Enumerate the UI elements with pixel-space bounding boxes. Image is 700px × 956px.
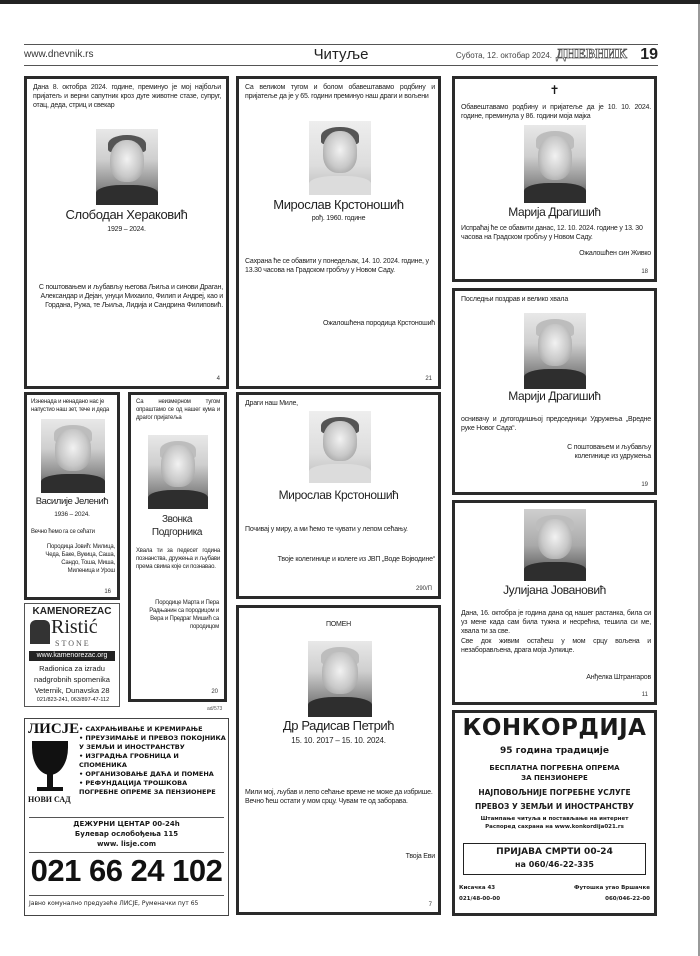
death-report-box [463, 843, 646, 875]
location-left: Кисачка 43 [459, 885, 496, 891]
notice-body: Почивај у миру, а ми ћемо те чувати у лепом сећању. [245, 526, 408, 533]
konkordija-tradition: 95 година традиције [499, 746, 609, 756]
notice-body: оснивачу и дугогодишњој председници Удружења „Вредне руке Новог Сада“. [461, 416, 651, 432]
obituary-dragisic-funeral [452, 76, 657, 282]
portrait-photo [524, 313, 586, 389]
notice-signature: Твоје колегинице и колеге из ЈВП „Воде Војводине“ [277, 556, 435, 563]
lisje-footer: Јавно комунално предузеће ЛИСЈЕ, Руменачки пут 65 [29, 900, 199, 907]
notice-code: 20 [211, 689, 218, 695]
report-title: ПРИЈАВА СМРТИ 00-24 [496, 847, 613, 857]
portrait-photo [148, 435, 208, 509]
notice-signature: Породица Јовић: Милица, Чеда, Баке, Вукица, Саша, Сандо, Тоша, Миша, Миленица и Урош [45, 544, 115, 574]
notice-body: Мили мој, љубав и лепо сећање време не може да избрише. Вечно ћеш остати у мом срцу. Чувам те од заборава. [245, 789, 433, 805]
notice-intro: Са неизмерном тугом опраштамо се од нашег кума и драгог пријатеља [136, 399, 220, 421]
location-right: Футошка угао Вршачке [574, 885, 650, 891]
service-item: • ПРЕУЗИМАЊЕ И ПРЕВОЗ ПОКОЈНИКА У ЗЕМЉИ И ИНОСТРАНСТВУ [79, 734, 226, 751]
ristic-logo-icon [30, 620, 50, 644]
konkordija-line: ЗА ПЕНЗИОНЕРЕ [521, 774, 588, 782]
ad-brand-sub: STONE [55, 639, 91, 648]
ad-konkordija[interactable] [452, 710, 657, 916]
cross-icon: ✝ [549, 83, 560, 97]
chalice-stem-icon [47, 774, 53, 788]
portrait-photo [96, 129, 158, 205]
deceased-name: Јулијана Јовановић [503, 583, 606, 597]
notice-code: 16 [104, 589, 111, 595]
lisje-website[interactable]: www. lisje.com [96, 840, 157, 848]
notice-intro: Драги наш Миле, [245, 400, 298, 407]
notice-intro: Последњи поздрав и велико хвала [461, 296, 569, 303]
notice-signature: Твоја Еви [405, 853, 435, 860]
service-item: • ИЗГРАДЊА ГРОБНИЦА И СПОМЕНИКА [79, 752, 179, 769]
lisje-logo-city: НОВИ САД [28, 795, 71, 804]
notice-signature: Анђелка Штрангаров [586, 674, 651, 681]
obituary-jelenic [24, 392, 120, 600]
newspaper-logo: ДНЕВНИК [556, 47, 628, 62]
portrait-photo [308, 641, 372, 717]
issue-date: Субота, 12. октобар 2024. [455, 51, 552, 60]
portrait-photo [524, 125, 586, 203]
notice-intro: Изненада и ненадано нас је напустио наш зет, тече и деда [31, 399, 110, 413]
life-dates: 1929 – 2024. [107, 226, 146, 233]
notice-code: 4 [216, 376, 220, 382]
notice-intro: Са великом тугом и болом обавештавамо родбину и пријатеље да је у 65. години преминуо наш драги и вољени [245, 84, 435, 100]
konkordija-line: НАЈПОВОЉНИЈЕ ПОГРЕБНЕ УСЛУГЕ [478, 788, 631, 797]
notice-code: 290/П [416, 586, 432, 592]
notice-code: 7 [428, 902, 432, 908]
deceased-name: Мирослав Крстоношић [278, 488, 399, 502]
obituary-jovanovic [452, 500, 657, 705]
report-phone[interactable]: на 060/46-22-335 [515, 860, 594, 869]
deceased-name: Слободан Хераковић [65, 207, 188, 222]
notice-intro: Дана 8. октобра 2024. године, преминуо је мој најбољи пријатељ и верни сапутник кроз дуге животне стазе, супруг, отац, деда, стриц и свекар [33, 84, 221, 109]
ad-brand: Ristić [51, 616, 98, 638]
site-url[interactable]: www.dnevnik.rs [24, 49, 94, 60]
notice-intro: Обавештавамо родбину и пријатеље да је 10. 10. 2024. године, преминула у 86. години моја мајка [461, 104, 651, 120]
section-title: Читуље [313, 46, 369, 63]
ad-line: Radionica za izradu [39, 664, 105, 673]
notice-body-2: Све док живим остаћеш у мом срцу вољена и незаборављена, драга моја Јулкице. [461, 638, 651, 654]
notice-signature: С поштовањем и љубављу колегинице из удружења [567, 444, 651, 460]
notice-signature: Ожалошћен син Живко [579, 250, 651, 257]
funeral-info: Сахрана ће се обавити у понедељак, 14. 10. 2024. године, у 13.30 часова на Градском гробљу у Новом Саду. [245, 258, 429, 274]
obituary-petric-memorial [236, 605, 441, 915]
lisje-phone[interactable]: 021 66 24 102 [30, 853, 223, 888]
page-header [24, 44, 658, 66]
notice-body: Хвала ти за педесет година познанства, дружења и љубави према свима које си познавао. [136, 548, 220, 570]
ad-code: ad/573 [207, 706, 223, 712]
deceased-name: Марији Драгишић [508, 389, 601, 403]
ad-ristic-stone[interactable] [24, 603, 120, 707]
lisje-logo-text: ЛИСЈЕ [28, 721, 80, 737]
konkordija-line: ПРЕВОЗ У ЗЕМЉИ И ИНОСТРАНСТВУ [475, 802, 634, 811]
phone-right: 060/046-22-00 [605, 896, 650, 902]
portrait-photo [309, 411, 371, 483]
portrait-photo [309, 121, 371, 195]
konkordija-website[interactable]: Распоред сахрана на www.konkordija021.rs [485, 824, 624, 830]
service-item: • РЕФУНДАЦИЈА ТРОШКОВА ПОГРЕБНЕ ОПРЕМЕ ЗА ПЕНЗИОНЕРЕ [79, 779, 216, 796]
notice-body: Дана, 16. октобра је година дана од нашег растанка, била си уз мене када сам била тужна и несрећна, тешила си ме, хвала ти за све. [461, 610, 651, 635]
birth-year: рођ. 1960. године [311, 215, 366, 222]
portrait-photo [524, 509, 586, 581]
konkordija-line: БЕСПЛАТНА ПОГРЕБНА ОПРЕМА [489, 764, 620, 772]
ad-line: nadgrobnih spomenika [34, 675, 110, 684]
phone-left: 021/48-00-00 [459, 896, 501, 902]
ad-heading: KAMENOREZAC [32, 606, 112, 617]
ad-lisje[interactable] [24, 718, 229, 916]
ad-website[interactable]: www.kamenorezac.org [29, 651, 115, 661]
ad-address: Veternik, Dunavska 28 [34, 686, 110, 695]
konkordija-line: Штампање читуља и постављање на интернет [480, 816, 629, 822]
notice-code: 21 [425, 376, 432, 382]
funeral-info: Испраћај ће се обавити данас, 12. 10. 2024. године у 13. 30 часова на Градском гробљу у Новом Саду. [461, 225, 643, 241]
obituary-podgornik [128, 392, 227, 702]
deceased-name: Василије Јеленић [35, 496, 109, 507]
page-number: 19 [640, 46, 658, 63]
obituary-herakovic [24, 76, 229, 389]
notice-intro: ПОМЕН [325, 621, 352, 628]
notice-signature: Ожалошћена породица Крстоношић [322, 320, 435, 327]
chalice-icon [32, 741, 68, 775]
konkordija-title: КОНКОРДИЈА [462, 715, 647, 741]
service-item: • САХРАЊИВАЊЕ И КРЕМИРАЊЕ [79, 725, 203, 733]
divider [29, 817, 224, 818]
lisje-center: ДЕЖУРНИ ЦЕНТАР 00-24h [73, 820, 180, 828]
life-dates: 1936 – 2024. [54, 511, 90, 518]
notice-code: 11 [641, 692, 648, 698]
lisje-services [79, 725, 227, 797]
notice-signature: Породице Марта и Пера Радњанин са породицом и Вера и Предраг Мишић са породицом [149, 600, 219, 630]
divider [29, 895, 224, 896]
notice-code: 18 [641, 269, 648, 275]
window-top-bar [0, 0, 700, 4]
notice-code: 19 [641, 482, 648, 488]
deceased-name: Марија Драгишић [508, 205, 601, 219]
notice-body: Вечно ћемо га се сећати [31, 529, 95, 535]
obituary-dragisic-farewell [452, 288, 657, 495]
portrait-photo [41, 419, 105, 493]
memorial-dates: 15. 10. 2017 – 15. 10. 2024. [291, 736, 386, 745]
service-item: • ОРГАНИЗОВАЊЕ ДАЋА И ПОМЕНА [79, 770, 214, 778]
deceased-name: Мирослав Крстоношић [273, 197, 404, 212]
deceased-name: Звонка Подгорника [151, 514, 203, 538]
notice-signature: С поштовањем и љубављу његова Љиља и синови Драган, Александар и Дејан, унуци Михаило, Филип и Андреј, као и Гордана, Ружа, те Љиља, Лидија и Сандрина Филиповић. [38, 284, 223, 309]
deceased-name: Др Радисав Петрић [282, 718, 395, 733]
lisje-address: Булевар ослобођења 115 [74, 830, 179, 838]
obituary-krstonosic-colleagues [236, 392, 441, 599]
chalice-base-icon [37, 787, 63, 791]
ad-phones: 021/823-241, 063/897-47-112 [36, 697, 110, 703]
obituary-krstonosic-funeral [236, 76, 441, 389]
